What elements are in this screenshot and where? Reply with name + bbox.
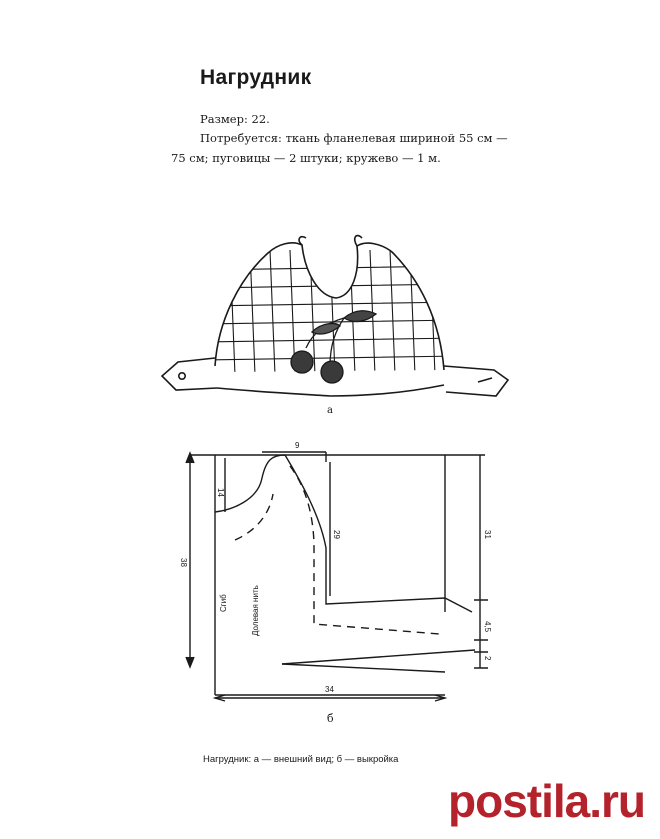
page-title: Нагрудник <box>200 66 312 89</box>
figure-b-label: б <box>327 712 334 725</box>
dim-small-b: 2 <box>483 656 492 661</box>
dim-bottom-width: 34 <box>325 685 334 694</box>
fold-label: Сгиб <box>219 594 228 612</box>
watermark-logo: postila.ru <box>448 775 646 827</box>
dim-right-height: 31 <box>483 530 492 539</box>
dim-inner: 29 <box>332 530 341 539</box>
bib-pattern <box>186 452 488 701</box>
figure-a-label: а <box>327 405 333 416</box>
size-line: Размер: 22. <box>200 112 270 126</box>
materials-line-2: 75 см; пуговицы — 2 штуки; кружево — 1 м. <box>171 151 441 165</box>
dim-left-height: 38 <box>179 558 188 567</box>
dim-top: 9 <box>295 441 300 450</box>
grain-label: Долевая нить <box>251 585 260 636</box>
dim-small-a: 4,5 <box>483 621 492 633</box>
dim-neck: 14 <box>216 488 225 497</box>
figure-caption: Нагрудник: а — внешний вид; б — выкройка <box>203 754 399 765</box>
materials-line-1: Потребуется: ткань фланелевая шириной 55 см — <box>200 131 508 145</box>
